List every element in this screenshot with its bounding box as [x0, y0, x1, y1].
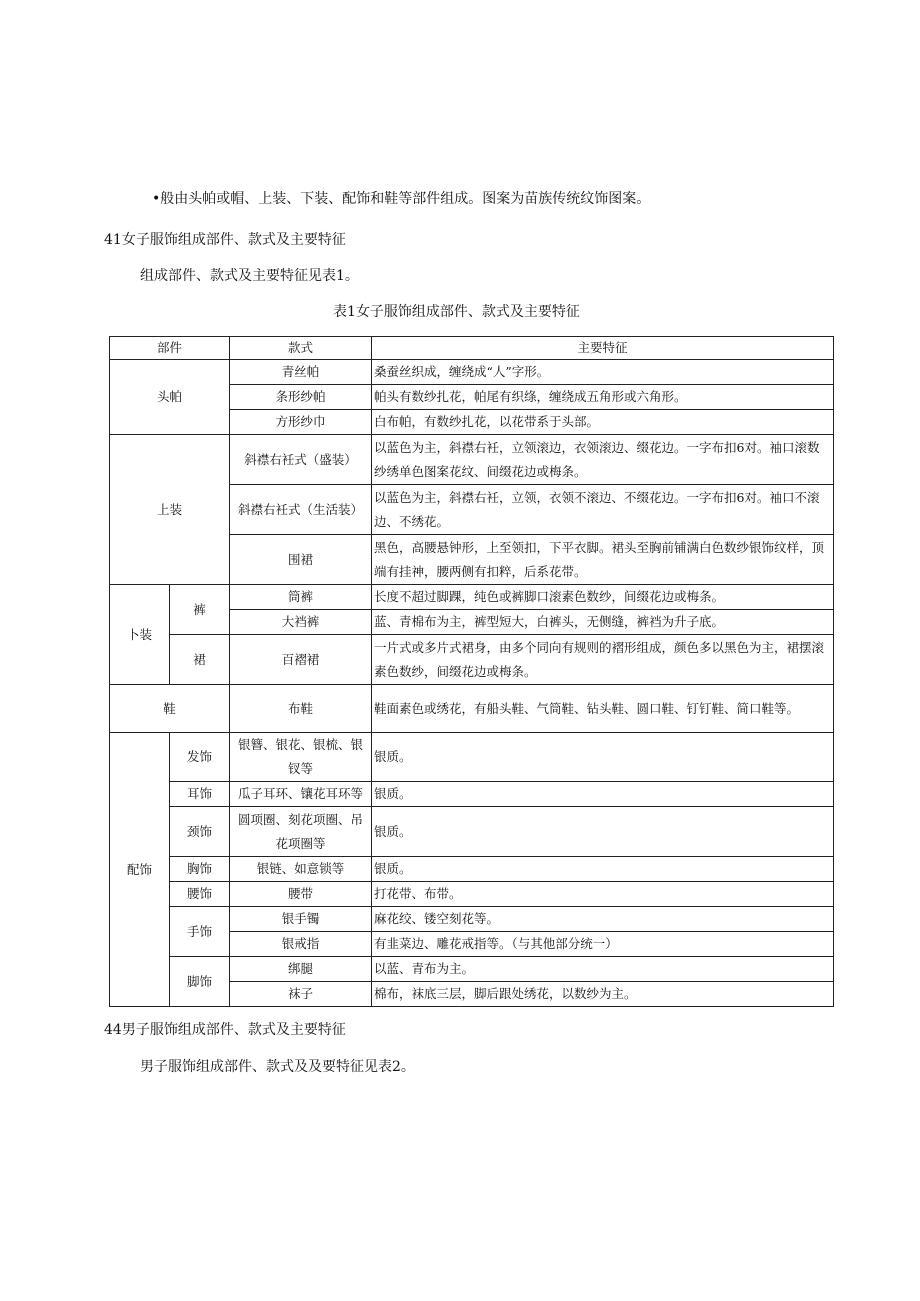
subgroup-skirt: 裙: [170, 635, 230, 685]
table-caption: 表1女子服饰组成部件、款式及主要特征: [333, 304, 580, 320]
style-cell: 大裆裤: [230, 610, 372, 635]
table-row: [110, 857, 834, 882]
subgroup-waist-ornaments: 腰饰: [170, 882, 230, 907]
table-row: [110, 360, 834, 385]
style-cell: 青丝帕: [230, 360, 372, 385]
costume-components-table: [109, 336, 834, 1007]
table-row: [110, 635, 834, 685]
header-features: 主要特征: [372, 337, 834, 360]
style-cell: 银戒指: [230, 932, 372, 957]
style-cell: 百褶裙: [230, 635, 372, 685]
style-cell: 圆项圈、刻花项圈、吊花项圈等: [230, 807, 372, 857]
group-headwrap: 头帕: [110, 360, 230, 435]
style-cell: 瓜子耳环、镶花耳环等: [230, 782, 372, 807]
table-row: [110, 907, 834, 932]
feature-cell: 银质。: [372, 782, 834, 807]
table-row: [110, 782, 834, 807]
style-cell: 筒裤: [230, 585, 372, 610]
style-cell: 方形纱巾: [230, 410, 372, 435]
subgroup-hair-ornaments: 发饰: [170, 733, 230, 782]
style-cell: 绑腿: [230, 957, 372, 982]
group-upper-garment: 上装: [110, 435, 230, 585]
feature-cell: 以蓝、青布为主。: [372, 957, 834, 982]
style-cell: 斜襟右衽式（盛装）: [230, 435, 372, 485]
table-row: [110, 585, 834, 610]
table-row: [110, 882, 834, 907]
table-row: [110, 733, 834, 782]
table-reference-2: 男子服饰组成部件、款式及及要特征见表2。: [140, 1059, 415, 1075]
feature-cell: 麻花绞、镂空刻花等。: [372, 907, 834, 932]
style-cell: 腰带: [230, 882, 372, 907]
subgroup-trousers: 裤: [170, 585, 230, 635]
feature-cell: 棉布，袜底三层，脚后跟处绣花，以数纱为主。: [372, 982, 834, 1007]
feature-cell: 有韭菜边、雕花戒指等。（与其他部分统一）: [372, 932, 834, 957]
style-cell: 银簪、银花、银梳、银钗等: [230, 733, 372, 782]
table-reference-1: 组成部件、款式及主要特征见表1。: [140, 268, 359, 284]
group-shoes: 鞋: [110, 685, 230, 733]
table-row: [110, 685, 834, 733]
feature-cell: 桑蚕丝织成，缠绕成“人”字形。: [372, 360, 834, 385]
style-cell: 布鞋: [230, 685, 372, 733]
feature-cell: 以蓝色为主，斜襟右衽，立领滚边，衣领滚边、缀花边。一字布扣6对。袖口滚数纱绣单色图案花纹、间缀花边或梅条。: [372, 435, 834, 485]
table-header-row: [110, 337, 834, 360]
subgroup-chest-ornaments: 胸饰: [170, 857, 230, 882]
feature-cell: 黑色，高腰悬钟形，上至领扣，下平衣脚。裙头至胸前铺满白色数纱银饰纹样，顶端有挂神，腰两侧有扣粹，后系花带。: [372, 535, 834, 585]
style-cell: 银手镯: [230, 907, 372, 932]
intro-paragraph: •般由头帕或帽、上装、下装、配饰和鞋等部件组成。图案为苗族传统纹饰图案。: [152, 191, 651, 207]
feature-cell: 打花带、布带。: [372, 882, 834, 907]
section-heading-4-1: 41女子服饰组成部件、款式及主要特征: [104, 232, 346, 248]
subgroup-foot-ornaments: 脚饰: [170, 957, 230, 1007]
table-row: [110, 807, 834, 857]
feature-cell: 以蓝色为主，斜襟右衽，立领，衣领不滚边、不缀花边。一字布扣6对。袖口不滚边、不绣花。: [372, 485, 834, 535]
header-style: 款式: [230, 337, 372, 360]
feature-cell: 一片式或多片式裙身，由多个同向有规则的褶形组成，颜色多以黑色为主，裙摆滚素色数纱，间缀花边或梅条。: [372, 635, 834, 685]
subgroup-neck-ornaments: 颈饰: [170, 807, 230, 857]
style-cell: 斜襟右衽式（生活装）: [230, 485, 372, 535]
group-accessories: 配饰: [110, 733, 170, 1007]
feature-cell: 银质。: [372, 807, 834, 857]
table-row: [110, 957, 834, 982]
style-cell: 条形纱帕: [230, 385, 372, 410]
feature-cell: 帕头有数纱扎花，帕尾有织绦，缠绕成五角形或六角形。: [372, 385, 834, 410]
group-lower-garment: 卜装: [110, 585, 170, 685]
subgroup-hand-ornaments: 手饰: [170, 907, 230, 957]
feature-cell: 鞋面素色或绣花，有船头鞋、气筒鞋、钻头鞋、圆口鞋、钉钉鞋、简口鞋等。: [372, 685, 834, 733]
style-cell: 袜子: [230, 982, 372, 1007]
feature-cell: 长度不超过脚踝，纯色或裤脚口滚素色数纱，间缀花边或梅条。: [372, 585, 834, 610]
feature-cell: 银质。: [372, 857, 834, 882]
style-cell: 银链、如意锁等: [230, 857, 372, 882]
subgroup-ear-ornaments: 耳饰: [170, 782, 230, 807]
table-row: [110, 435, 834, 485]
style-cell: 围裙: [230, 535, 372, 585]
feature-cell: 白布帕，有数纱扎花，以花带系于头部。: [372, 410, 834, 435]
feature-cell: 银质。: [372, 733, 834, 782]
header-component: 部件: [110, 337, 230, 360]
feature-cell: 蓝、青棉布为主，裤型短大，白裤头，无侧缝，裤裆为升子底。: [372, 610, 834, 635]
section-heading-4-4: 44男子服饰组成部件、款式及主要特征: [104, 1022, 346, 1038]
